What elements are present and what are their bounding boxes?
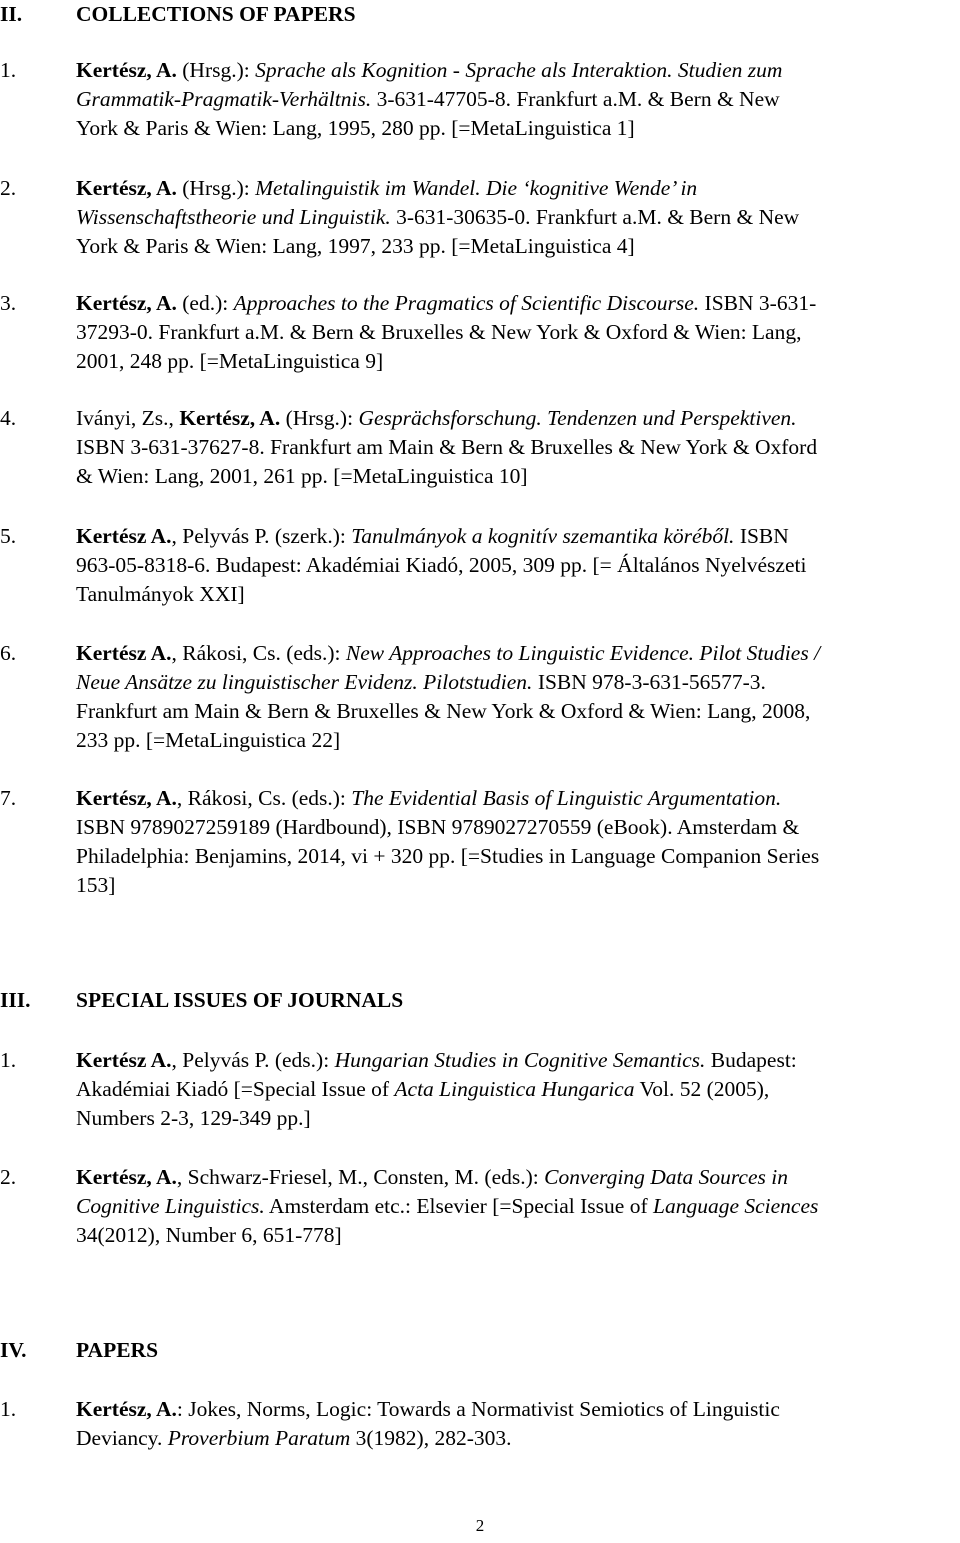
entry-text — [76, 639, 820, 755]
title-text: Hungarian Studies in Cognitive Semantics. — [334, 1048, 706, 1072]
entry-line — [76, 289, 816, 318]
entry-line — [76, 1395, 780, 1424]
title-text: Language Sciences — [653, 1194, 819, 1218]
citation-text: : Jokes, Norms, Logic: Towards a Normativist Semiotics of Linguistic — [176, 1397, 780, 1421]
entry-line — [76, 318, 816, 347]
citation-text: , Pelyvás P. (eds.): — [171, 1048, 335, 1072]
entry-text — [76, 784, 819, 900]
entry-line — [76, 433, 817, 462]
entry-text — [76, 174, 799, 261]
title-text: Metalinguistik im Wandel. Die ‘kognitive Wende’ in — [255, 176, 698, 200]
citation-text: 233 pp. [=MetaLinguistica 22] — [76, 728, 341, 752]
entry-line — [76, 697, 820, 726]
citation-text: York & Paris & Wien: Lang, 1995, 280 pp. [=MetaLinguistica 1] — [76, 116, 635, 140]
section-title: SPECIAL ISSUES OF JOURNALS — [76, 988, 404, 1012]
entry-text — [76, 1046, 797, 1133]
citation-text: (Hrsg.): — [176, 58, 256, 82]
entry-line — [76, 203, 799, 232]
citation-text: 2001, 248 pp. [=MetaLinguistica 9] — [76, 349, 384, 373]
citation-text: , Rákosi, Cs. (eds.): — [176, 786, 352, 810]
entry-line — [76, 232, 799, 261]
citation-text: 34(2012), Number 6, 651-778] — [76, 1223, 342, 1247]
entry-line — [76, 871, 819, 900]
title-text: New Approaches to Linguistic Evidence. Pilot Studies / — [345, 641, 821, 665]
author-name: Kertész, A. — [76, 1165, 177, 1189]
entry-line — [76, 85, 782, 114]
title-text: Converging Data Sources in — [544, 1165, 788, 1189]
author-name: Kertész, A. — [76, 291, 177, 315]
entry-line — [76, 1104, 797, 1133]
title-text: Tanulmányok a kognitív szemantika köréből. — [351, 524, 735, 548]
entry-text — [76, 289, 816, 376]
title-text: Sprache als Kognition - Sprache als Interaktion. Studien zum — [255, 58, 783, 82]
entry-line — [76, 1075, 797, 1104]
citation-text: Philadelphia: Benjamins, 2014, vi + 320 pp. [=Studies in Language Companion Series — [76, 844, 820, 868]
title-text: Acta Linguistica Hungarica — [394, 1077, 635, 1101]
citation-text: Tanulmányok XXI] — [76, 582, 245, 606]
citation-text: Budapest: — [705, 1048, 797, 1072]
section-title: PAPERS — [76, 1338, 159, 1362]
entry-line — [76, 1046, 797, 1075]
entry-number: 6. — [0, 641, 17, 665]
citation-text: Deviancy. — [76, 1426, 168, 1450]
section-number: IV. — [0, 1338, 27, 1362]
section-number: II. — [0, 2, 23, 26]
citation-text: Iványi, Zs., — [76, 406, 180, 430]
entry-line — [76, 1192, 818, 1221]
citation-text: 153] — [76, 873, 116, 897]
entry-number: 5. — [0, 524, 17, 548]
entry-number: 2. — [0, 1165, 17, 1189]
entry-number: 1. — [0, 58, 17, 82]
title-text: Gesprächsforschung. Tendenzen und Perspektiven. — [358, 406, 797, 430]
entry-line — [76, 842, 819, 871]
entry-line — [76, 347, 816, 376]
title-text: The Evidential Basis of Linguistic Argumentation. — [351, 786, 782, 810]
entry-line — [76, 551, 806, 580]
entry-text — [76, 404, 817, 491]
title-text: Neue Ansätze zu linguistischer Evidenz. Pilotstudien. — [76, 670, 533, 694]
citation-text: & Wien: Lang, 2001, 261 pp. [=MetaLinguistica 10] — [76, 464, 528, 488]
citation-text: ISBN — [734, 524, 789, 548]
section-number: III. — [0, 988, 31, 1012]
citation-text: 37293-0. Frankfurt a.M. & Bern & Bruxelles & New York & Oxford & Wien: Lang, — [76, 320, 802, 344]
citation-text: 3-631-30635-0. Frankfurt a.M. & Bern & New — [390, 205, 800, 229]
author-name: Kertész, A. — [76, 176, 177, 200]
citation-text: 3-631-47705-8. Frankfurt a.M. & Bern & New — [371, 87, 780, 111]
entry-number: 1. — [0, 1048, 17, 1072]
entry-number: 1. — [0, 1397, 17, 1421]
section-title: COLLECTIONS OF PAPERS — [76, 2, 356, 26]
citation-text: , Schwarz-Friesel, M., Consten, M. (eds.): — [176, 1165, 545, 1189]
entry-number: 2. — [0, 176, 17, 200]
citation-text: , Rákosi, Cs. (eds.): — [171, 641, 346, 665]
entry-text — [76, 1395, 780, 1453]
entry-text — [76, 522, 806, 609]
citation-text: 3(1982), 282-303. — [350, 1426, 512, 1450]
citation-text: Vol. 52 (2005), — [634, 1077, 770, 1101]
entry-number: 4. — [0, 406, 17, 430]
page-number: 2 — [475, 1516, 485, 1535]
author-name: Kertész A. — [76, 641, 172, 665]
citation-text: Akadémiai Kiadó [=Special Issue of — [76, 1077, 395, 1101]
entry-line — [76, 56, 782, 85]
citation-text: York & Paris & Wien: Lang, 1997, 233 pp. [=MetaLinguistica 4] — [76, 234, 635, 258]
entry-line — [76, 174, 799, 203]
citation-text: ISBN 9789027259189 (Hardbound), ISBN 9789027270559 (eBook). Amsterdam & — [76, 815, 800, 839]
title-text: Approaches to the Pragmatics of Scientific Discourse. — [233, 291, 700, 315]
entry-line — [76, 813, 819, 842]
entry-line — [76, 580, 806, 609]
title-text: Wissenschaftstheorie und Linguistik. — [76, 205, 391, 229]
entry-line — [76, 668, 820, 697]
section-heading — [0, 2, 356, 26]
author-name: Kertész, A. — [76, 1397, 177, 1421]
entry-number: 3. — [0, 291, 17, 315]
citation-text: Amsterdam etc.: Elsevier [=Special Issue of — [264, 1194, 653, 1218]
section-heading — [0, 988, 403, 1012]
entry-number: 7. — [0, 786, 17, 810]
citation-text: ISBN 978-3-631-56577-3. — [532, 670, 766, 694]
author-name: Kertész, A. — [179, 406, 281, 430]
citation-text: (ed.): — [176, 291, 234, 315]
citation-text: ISBN 3-631-37627-8. Frankfurt am Main & Bern & Bruxelles & New York & Oxford — [76, 435, 818, 459]
entry-line — [76, 1424, 780, 1453]
entry-line — [76, 404, 817, 433]
citation-text: , Pelyvás P. (szerk.): — [171, 524, 352, 548]
citation-text: Numbers 2-3, 129-349 pp.] — [76, 1106, 311, 1130]
title-text: Cognitive Linguistics. — [76, 1194, 265, 1218]
entry-line — [76, 114, 782, 143]
citation-text: 963-05-8318-6. Budapest: Akadémiai Kiadó, 2005, 309 pp. [= Általános Nyelvészeti — [76, 553, 807, 577]
author-name: Kertész, A. — [76, 786, 177, 810]
entry-line — [76, 522, 806, 551]
author-name: Kertész A. — [76, 524, 172, 548]
section-heading — [0, 1338, 158, 1362]
author-name: Kertész A. — [76, 1048, 172, 1072]
entry-text — [76, 1163, 818, 1250]
citation-text: (Hrsg.): — [176, 176, 256, 200]
title-text: Grammatik-Pragmatik-Verhältnis. — [76, 87, 372, 111]
entry-line — [76, 639, 820, 668]
entry-line — [76, 784, 819, 813]
author-name: Kertész, A. — [76, 58, 177, 82]
entry-line — [76, 1163, 818, 1192]
entry-line — [76, 726, 820, 755]
citation-text: (Hrsg.): — [280, 406, 359, 430]
entry-text — [76, 56, 782, 143]
citation-text: ISBN 3-631- — [699, 291, 817, 315]
citation-text: Frankfurt am Main & Bern & Bruxelles & New York & Oxford & Wien: Lang, 2008, — [76, 699, 811, 723]
entry-line — [76, 1221, 818, 1250]
entry-line — [76, 462, 817, 491]
title-text: Proverbium Paratum — [167, 1426, 351, 1450]
